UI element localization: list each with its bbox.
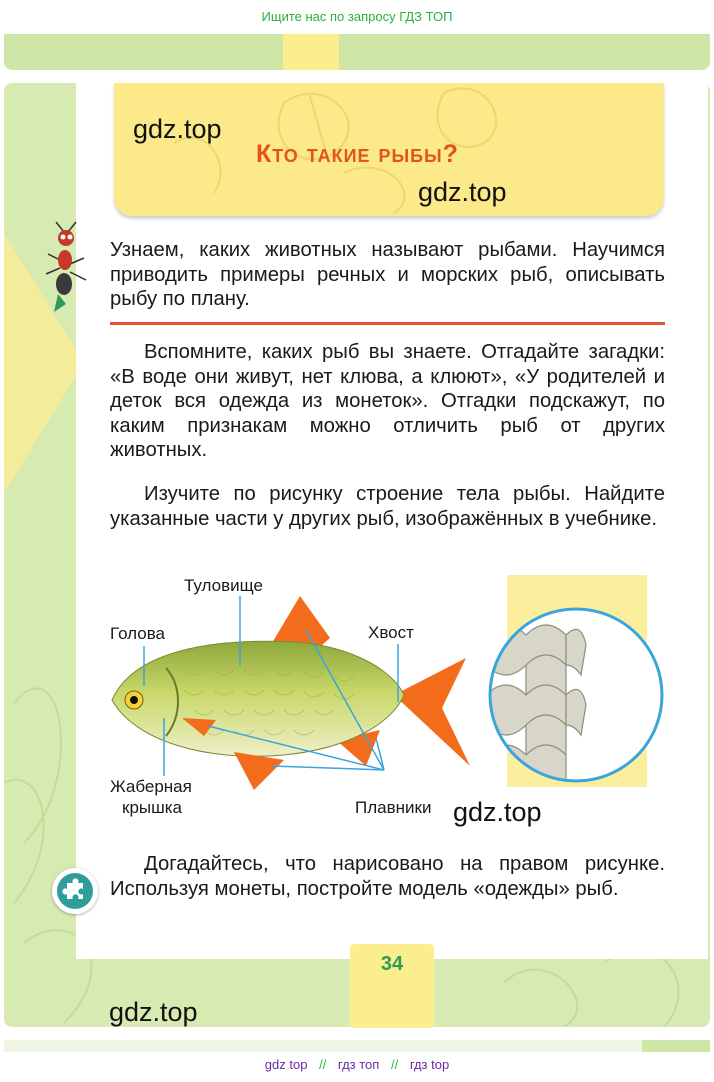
- puzzle-icon: [52, 868, 98, 914]
- scales-closeup-illustration: [486, 575, 668, 787]
- intro-text: Узнаем, каких животных называют рыбами. Научимся приводить примеры речных и морских рыб, описывать рыбу по плану.: [110, 239, 665, 310]
- bottom-link[interactable]: gdz top: [264, 1057, 308, 1072]
- next-page-strip: [4, 1040, 710, 1052]
- label-gill-cover-line1: Жаберная: [110, 777, 192, 796]
- label-fins: Плавники: [355, 798, 432, 817]
- top-page-tab: [283, 34, 339, 70]
- top-banner[interactable]: Ищите нас по запросу ГДЗ ТОП: [261, 9, 453, 24]
- watermark: gdz.top: [133, 114, 222, 144]
- page-title: Кто такие рыбы?: [256, 140, 459, 168]
- fish-illustration: [104, 590, 476, 800]
- label-tail: Хвост: [368, 623, 414, 642]
- next-page-tab: [642, 1040, 710, 1052]
- page-number: 34: [380, 953, 404, 975]
- puzzle-task-badge: [52, 868, 98, 914]
- ant-mascot-icon: [42, 220, 92, 320]
- task-paragraph: Догадайтесь, что нарисовано на правом рисунке. Используя монеты, постройте модель «одежды» рыб.: [110, 853, 665, 900]
- bottom-separator: //: [390, 1057, 399, 1072]
- section-divider: [110, 322, 665, 325]
- watermark: gdz.top: [109, 997, 198, 1027]
- top-page-strip: [4, 34, 710, 70]
- label-body: Туловище: [184, 576, 263, 595]
- label-gill-cover-line2: крышка: [122, 798, 183, 817]
- study-paragraph: Изучите по рисунку строение тела рыбы. Найдите указанные части у других рыб, изображённых в учебнике.: [110, 483, 665, 530]
- watermark: gdz.top: [453, 797, 542, 827]
- label-head: Голова: [110, 624, 166, 643]
- bottom-link[interactable]: гдз топ: [337, 1057, 380, 1072]
- bottom-separator: //: [319, 1057, 327, 1072]
- riddle-paragraph: Вспомните, каких рыб вы знаете. Отгадайте загадки: «В воде они живут, нет клюва, а клюют», «У родителей и деток вся одежда из монеток». Отгадки подскажут, по каким признакам можно отличить рыб от других животных.: [110, 341, 665, 461]
- bottom-banner: [0, 1052, 714, 1082]
- watermark: gdz.top: [418, 177, 507, 207]
- bottom-link[interactable]: гдз top: [409, 1057, 450, 1072]
